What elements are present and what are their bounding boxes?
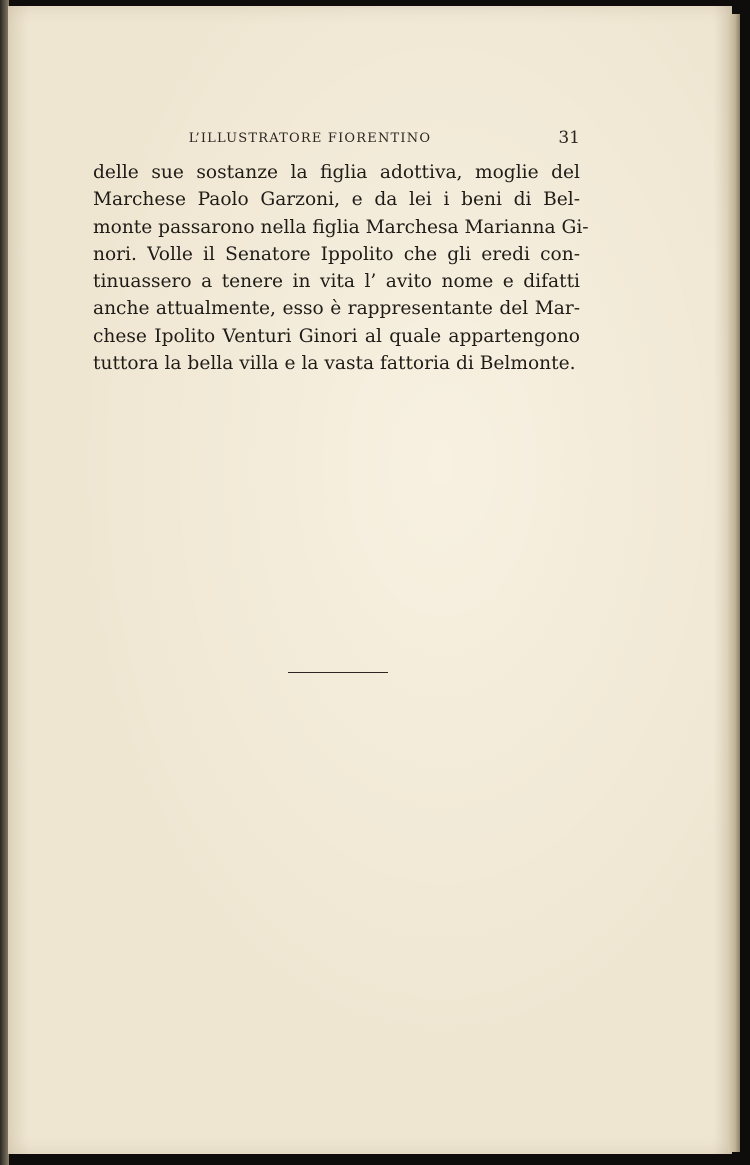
page-number: 31 — [558, 128, 580, 148]
text-line: delle sue sostanze la figlia adottiva, moglie del — [93, 162, 580, 183]
section-end-rule — [288, 672, 388, 673]
text-line: chese Ipolito Venturi Ginori al quale appartengono — [93, 325, 580, 347]
text-line: tinuassero a tenere in vita l’ avito nome e difatti — [93, 271, 580, 293]
running-title: L’ILLUSTRATORE FIORENTINO — [188, 131, 432, 146]
page-edge — [728, 14, 740, 1152]
text-line: anche attualmente, esso è rappresentante del Mar- — [93, 298, 580, 320]
text-line: nori. Volle il Senatore Ippolito che gli eredi con- — [93, 243, 580, 265]
text-line: monte passarono nella figlia Marchesa Marianna Gi- — [93, 216, 589, 238]
running-head — [90, 128, 580, 150]
paragraph — [93, 159, 589, 377]
text-line: tuttora la bella villa e la vasta fattoria di Belmonte. — [93, 353, 576, 375]
text-line: Marchese Paolo Garzoni, e da lei i beni di Bel- — [93, 189, 580, 211]
